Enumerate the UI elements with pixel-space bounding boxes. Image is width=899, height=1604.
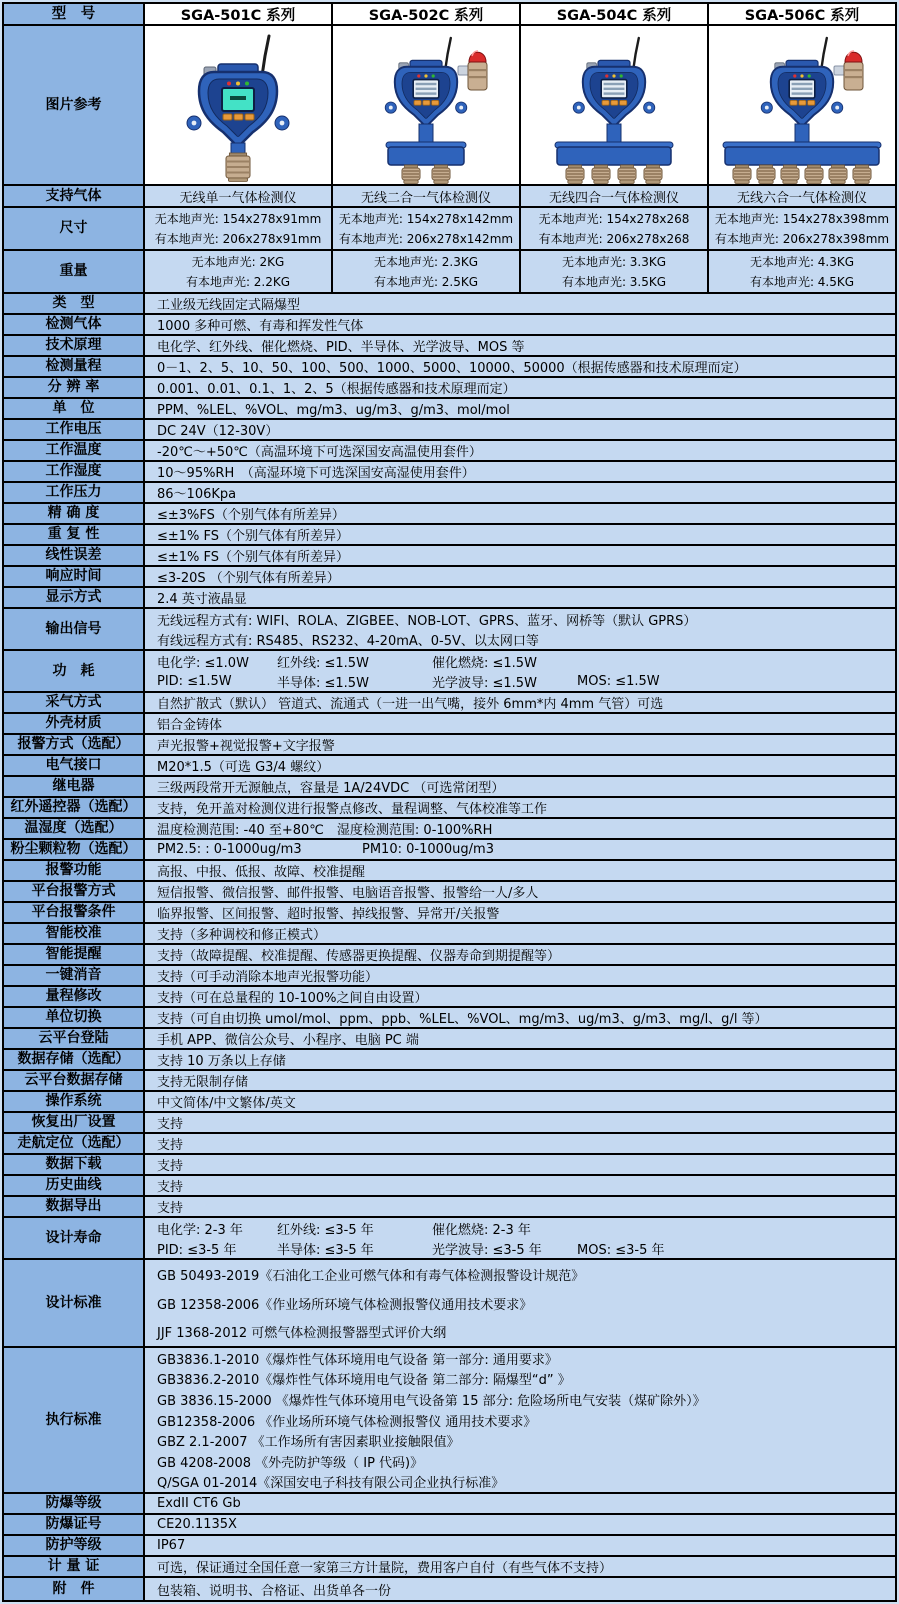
spec-value — [519, 251, 707, 292]
row-label: 功 耗 — [4, 651, 145, 691]
table-row — [4, 483, 895, 504]
spec-value — [519, 208, 707, 249]
table-row — [4, 420, 895, 441]
spec-value-segment: 半导体: ≤3-5 年 — [277, 1242, 374, 1258]
spec-value — [145, 251, 331, 292]
row-label: 单 位 — [4, 399, 145, 418]
row-label: 显示方式 — [4, 588, 145, 607]
table-row — [4, 336, 895, 357]
table-row — [4, 798, 895, 819]
table-row — [4, 357, 895, 378]
row-label: 历史曲线 — [4, 1176, 145, 1195]
spec-value: ≤±3%FS（个别气体有所差异） — [145, 504, 895, 523]
spec-value-line: 无本地声光: 154x278x142mm — [338, 212, 514, 227]
spec-value: 支持，免开盖对检测仪进行报警点修改、量程调整、气体校准等工作 — [145, 798, 895, 817]
spec-value — [145, 840, 895, 859]
row-label: 防爆等级 — [4, 1494, 145, 1513]
spec-value: PPM、%LEL、%VOL、mg/m3、ug/m3、g/m3、mol/mol — [145, 399, 895, 418]
spec-value: 2.4 英寸液晶显 — [145, 588, 895, 607]
spec-value: 中文简体/中文繁体/英文 — [145, 1092, 895, 1111]
spec-value-line: 无本地声光: 154x278x91mm — [154, 212, 322, 227]
spec-value: 支持（可自由切换 umol/mol、ppm、ppb、%LEL、%VOL、mg/m3、ug/m3、g/m3、mg/l、g/l 等） — [145, 1008, 895, 1027]
row-label: 执行标准 — [4, 1348, 145, 1492]
table-row — [4, 462, 895, 483]
spec-value: 自然扩散式（默认） 管道式、流通式（一进一出气嘴，接外 6mm*内 4mm 气管）可选 — [145, 693, 895, 712]
table-row — [4, 1155, 895, 1176]
spec-value-line: 无本地声光: 4.3KG — [749, 255, 855, 270]
row-label: 附 件 — [4, 1578, 145, 1600]
spec-value-segment: PID: ≤3-5 年 — [157, 1242, 237, 1258]
table-row — [4, 399, 895, 420]
spec-value-line: 无本地声光: 2.3KG — [373, 255, 479, 270]
spec-value-line: 无本地声光: 3.3KG — [561, 255, 667, 270]
spec-value-line: 有本地声光: 206x278x142mm — [338, 231, 514, 246]
table-row — [4, 504, 895, 525]
spec-value: ≤±1% FS（个别气体有所差异） — [145, 525, 895, 544]
row-label: 继电器 — [4, 777, 145, 796]
spec-value: 高报、中报、低报、故障、校准提醒 — [145, 861, 895, 880]
row-label: 设计标准 — [4, 1260, 145, 1346]
spec-value: 10～95%RH （高湿环境下可选深国安高湿使用套件） — [145, 462, 895, 481]
model-header-cell: SGA-502C 系列 — [331, 4, 519, 24]
product-image-sga-506c — [708, 26, 896, 184]
row-label: 量程修改 — [4, 987, 145, 1006]
spec-value: M20*1.5（可选 G3/4 螺纹） — [145, 756, 895, 775]
row-label: 防护等级 — [4, 1536, 145, 1555]
spec-value-segment: 光学波导: ≤1.5W — [432, 675, 537, 691]
row-label: 工作电压 — [4, 420, 145, 439]
table-row — [4, 251, 895, 294]
table-row — [4, 1515, 895, 1536]
spec-value-line: GB 12358-2006《作业场所环境气体检测报警仪通用技术要求》 — [157, 1297, 533, 1313]
row-label: 响应时间 — [4, 567, 145, 586]
spec-value-line: 有线远程方式有: RS485、RS232、4-20mA、0-5V、以太网口等 — [157, 633, 539, 649]
spec-value — [145, 609, 895, 649]
row-label: 报警功能 — [4, 861, 145, 880]
table-row — [4, 525, 895, 546]
table-row — [4, 861, 895, 882]
row-label: 线性误差 — [4, 546, 145, 565]
spec-value-line: GB 4208-2008 《外壳防护等级（ IP 代码)》 — [157, 1455, 424, 1471]
table-row — [4, 1113, 895, 1134]
spec-value-segment: PM10: 0-1000ug/m3 — [362, 842, 494, 857]
row-label: 防爆证号 — [4, 1515, 145, 1534]
spec-value-line: 有本地声光: 206x278x398mm — [714, 231, 890, 246]
row-label: 操作系统 — [4, 1092, 145, 1111]
table-row — [4, 903, 895, 924]
spec-value — [707, 208, 895, 249]
row-label: 图片参考 — [4, 26, 145, 184]
spec-value-line: 无本地声光: 154x278x398mm — [714, 212, 890, 227]
spec-value: 无线单一气体检测仪 — [145, 186, 331, 206]
row-label: 粉尘颗粒物（选配） — [4, 840, 145, 859]
spec-value-line: 无本地声光: 154x278x268 — [538, 212, 690, 227]
table-row — [4, 1557, 895, 1578]
spec-value-segment: 光学波导: ≤3-5 年 — [432, 1242, 542, 1258]
spec-value-segment: 催化燃烧: 2-3 年 — [432, 1222, 531, 1238]
table-row — [4, 1071, 895, 1092]
table-row — [4, 735, 895, 756]
table-row — [4, 1092, 895, 1113]
spec-value-segment: 电化学: 2-3 年 — [157, 1222, 243, 1238]
model-header-cell: SGA-504C 系列 — [519, 4, 707, 24]
product-image-cell — [707, 26, 895, 184]
table-row — [4, 546, 895, 567]
spec-value: 支持 — [145, 1113, 895, 1132]
table-row — [4, 294, 895, 315]
table-row — [4, 1348, 895, 1494]
spec-value-segment: MOS: ≤1.5W — [577, 673, 660, 689]
spec-value-segment: MOS: ≤3-5 年 — [577, 1242, 665, 1258]
row-label: 外壳材质 — [4, 714, 145, 733]
spec-value-line: 有本地声光: 206x278x91mm — [154, 231, 322, 246]
table-row — [4, 714, 895, 735]
table-row — [4, 588, 895, 609]
spec-value: CE20.1135X — [145, 1515, 895, 1534]
row-label: 走航定位（选配） — [4, 1134, 145, 1153]
row-label: 数据存储（选配） — [4, 1050, 145, 1069]
table-row — [4, 1218, 895, 1260]
spec-value-segment: PID: ≤1.5W — [157, 673, 232, 689]
spec-value: -20℃～+50℃（高温环境下可选深国安高温使用套件） — [145, 441, 895, 460]
table-row — [4, 966, 895, 987]
spec-value: IP67 — [145, 1536, 895, 1555]
spec-value: 无线四合一气体检测仪 — [519, 186, 707, 206]
row-label: 温湿度（选配） — [4, 819, 145, 838]
table-row — [4, 441, 895, 462]
spec-value: 1000 多种可燃、有毒和挥发性气体 — [145, 315, 895, 334]
spec-value-line — [145, 651, 895, 671]
table-row — [4, 882, 895, 903]
spec-value — [145, 651, 895, 691]
table-row — [4, 315, 895, 336]
row-label: 重量 — [4, 251, 145, 292]
spec-value: 声光报警+视觉报警+文字报警 — [145, 735, 895, 754]
row-label: 智能提醒 — [4, 945, 145, 964]
spec-value-line: GB 50493-2019《石油化工企业可燃气体和有毒气体检测报警设计规范》 — [157, 1268, 585, 1284]
spec-value: DC 24V（12-30V） — [145, 420, 895, 439]
row-label: 云平台数据存储 — [4, 1071, 145, 1090]
spec-value: 支持无限制存储 — [145, 1071, 895, 1090]
table-row — [4, 987, 895, 1008]
row-label: 工作温度 — [4, 441, 145, 460]
row-label: 云平台登陆 — [4, 1029, 145, 1048]
spec-value: 临界报警、区间报警、超时报警、掉线报警、异常开/关报警 — [145, 903, 895, 922]
row-label: 技术原理 — [4, 336, 145, 355]
table-row — [4, 378, 895, 399]
row-label: 尺寸 — [4, 208, 145, 249]
table-row — [4, 651, 895, 693]
table-row — [4, 924, 895, 945]
spec-value: 支持（故障提醒、校准提醒、传感器更换提醒、仪器寿命到期提醒等） — [145, 945, 895, 964]
spec-table — [2, 2, 897, 1602]
table-row — [4, 567, 895, 588]
spec-value-line — [145, 1218, 895, 1238]
spec-value-line: 无线远程方式有: WIFI、ROLA、ZIGBEE、NOB-LOT、GPRS、蓝牙、网桥等（默认 GPRS） — [157, 613, 697, 629]
row-label: 单位切换 — [4, 1008, 145, 1027]
spec-value: 手机 APP、微信公众号、小程序、电脑 PC 端 — [145, 1029, 895, 1048]
product-image-sga-504c — [520, 26, 708, 184]
row-label: 数据下载 — [4, 1155, 145, 1174]
model-header-cell: SGA-501C 系列 — [145, 4, 331, 24]
spec-value: 支持 10 万条以上存储 — [145, 1050, 895, 1069]
spec-value: 包装箱、说明书、合格证、出货单各一份 — [145, 1578, 895, 1600]
table-row — [4, 1536, 895, 1557]
row-label: 采气方式 — [4, 693, 145, 712]
row-label: 恢复出厂设置 — [4, 1113, 145, 1132]
spec-value: 工业级无线固定式隔爆型 — [145, 294, 895, 313]
spec-value: 支持（可在总量程的 10-100%之间自由设置） — [145, 987, 895, 1006]
row-label: 报警方式（选配） — [4, 735, 145, 754]
table-row — [4, 756, 895, 777]
row-label: 重 复 性 — [4, 525, 145, 544]
table-row — [4, 819, 895, 840]
table-row — [4, 4, 895, 26]
spec-value: 三级两段常开无源触点，容量是 1A/24VDC （可选常闭型） — [145, 777, 895, 796]
spec-value-line — [145, 840, 895, 859]
spec-value-line: GB 3836.15-2000 《爆炸性气体环境用电气设备第 15 部分: 危险场所电气安装（煤矿除外）》 — [157, 1393, 706, 1409]
row-label: 分 辨 率 — [4, 378, 145, 397]
spec-value-line: GB12358-2006 《作业场所环境气体检测报警仪 通用技术要求》 — [157, 1414, 537, 1430]
table-row — [4, 208, 895, 251]
spec-value — [331, 208, 519, 249]
table-row — [4, 1494, 895, 1515]
table-row — [4, 26, 895, 186]
spec-value-segment: 半导体: ≤1.5W — [277, 675, 369, 691]
spec-value-line: 有本地声光: 2.5KG — [373, 274, 479, 289]
spec-value-line: Q/SGA 01-2014《深国安电子科技有限公司企业执行标准》 — [157, 1476, 505, 1492]
spec-value: 铝合金铸体 — [145, 714, 895, 733]
spec-value-line: 有本地声光: 206x278x268 — [538, 231, 690, 246]
row-label: 平台报警方式 — [4, 882, 145, 901]
table-row — [4, 609, 895, 651]
spec-value-line: GB3836.2-2010《爆炸性气体环境用电气设备 第二部分: 隔爆型“d” 》 — [157, 1373, 571, 1389]
spec-value — [331, 251, 519, 292]
table-row — [4, 1008, 895, 1029]
spec-value: 支持 — [145, 1197, 895, 1216]
spec-value — [707, 251, 895, 292]
row-label: 工作压力 — [4, 483, 145, 502]
spec-value — [145, 208, 331, 249]
row-label: 类 型 — [4, 294, 145, 313]
row-label: 工作湿度 — [4, 462, 145, 481]
spec-value: 支持 — [145, 1134, 895, 1153]
row-label: 数据导出 — [4, 1197, 145, 1216]
row-label: 精 确 度 — [4, 504, 145, 523]
product-image-cell — [331, 26, 519, 184]
row-label: 平台报警条件 — [4, 903, 145, 922]
spec-value — [145, 1348, 895, 1492]
spec-value-segment: 红外线: ≤1.5W — [277, 655, 369, 671]
row-label: 检测气体 — [4, 315, 145, 334]
spec-value-line — [145, 671, 895, 691]
spec-value-line: 无本地声光: 2KG — [191, 255, 285, 270]
row-label: 红外遥控器（选配） — [4, 798, 145, 817]
row-label: 一键消音 — [4, 966, 145, 985]
model-header-cell: SGA-506C 系列 — [707, 4, 895, 24]
product-image-cell — [145, 26, 331, 184]
spec-value: ExdII CT6 Gb — [145, 1494, 895, 1513]
spec-value-line: 有本地声光: 2.2KG — [185, 274, 291, 289]
row-label: 支持气体 — [4, 186, 145, 206]
row-label: 智能校准 — [4, 924, 145, 943]
spec-value-line — [145, 1238, 895, 1258]
spec-value-segment: 电化学: ≤1.0W — [157, 655, 249, 671]
spec-value — [145, 1218, 895, 1258]
row-label: 型 号 — [4, 4, 145, 24]
spec-value: 支持（可手动消除本地声光报警功能） — [145, 966, 895, 985]
row-label: 计 量 证 — [4, 1557, 145, 1576]
table-row — [4, 1260, 895, 1348]
table-row — [4, 1134, 895, 1155]
table-row — [4, 1176, 895, 1197]
product-image-sga-501c — [144, 26, 332, 184]
spec-value: 支持 — [145, 1155, 895, 1174]
spec-value-line: JJF 1368-2012 可燃气体检测报警器型式评价大纲 — [157, 1326, 447, 1342]
row-label: 电气接口 — [4, 756, 145, 775]
table-row — [4, 777, 895, 798]
table-row — [4, 1197, 895, 1218]
spec-value-segment: 催化燃烧: ≤1.5W — [432, 655, 537, 671]
spec-value: ≤3-20S （个别气体有所差异） — [145, 567, 895, 586]
spec-value-line: 有本地声光: 4.5KG — [749, 274, 855, 289]
row-label: 设计寿命 — [4, 1218, 145, 1258]
product-image-sga-502c — [332, 26, 520, 184]
spec-value: 0－1、2、5、10、50、100、500、1000、5000、10000、50000（根据传感器和技术原理而定） — [145, 357, 895, 376]
table-row — [4, 1050, 895, 1071]
spec-value-line: 有本地声光: 3.5KG — [561, 274, 667, 289]
spec-value: 0.001、0.01、0.1、1、2、5（根据传感器和技术原理而定） — [145, 378, 895, 397]
table-row — [4, 945, 895, 966]
table-row — [4, 1578, 895, 1600]
table-row — [4, 186, 895, 208]
spec-value: 无线六合一气体检测仪 — [707, 186, 895, 206]
spec-value-line: GBZ 2.1-2007 《工作场所有害因素职业接触限值》 — [157, 1435, 460, 1451]
table-row — [4, 840, 895, 861]
spec-value: 86～106Kpa — [145, 483, 895, 502]
spec-value: 支持 — [145, 1176, 895, 1195]
row-label: 输出信号 — [4, 609, 145, 649]
table-row — [4, 1029, 895, 1050]
spec-value-line: GB3836.1-2010《爆炸性气体环境用电气设备 第一部分: 通用要求》 — [157, 1352, 558, 1368]
table-row — [4, 693, 895, 714]
spec-value: 无线二合一气体检测仪 — [331, 186, 519, 206]
product-image-cell — [519, 26, 707, 184]
spec-value: 可选，保证通过全国任意一家第三方计量院，费用客户自付（有些气体不支持） — [145, 1557, 895, 1576]
spec-value: 短信报警、微信报警、邮件报警、电脑语音报警、报警给一人/多人 — [145, 882, 895, 901]
spec-value — [145, 1260, 895, 1346]
spec-value-segment: 红外线: ≤3-5 年 — [277, 1222, 374, 1238]
spec-value-segment: PM2.5: : 0-1000ug/m3 — [157, 842, 302, 857]
spec-value: 支持（多种调校和修正模式） — [145, 924, 895, 943]
row-label: 检测量程 — [4, 357, 145, 376]
spec-value: 电化学、红外线、催化燃烧、PID、半导体、光学波导、MOS 等 — [145, 336, 895, 355]
spec-value: ≤±1% FS（个别气体有所差异） — [145, 546, 895, 565]
spec-value: 温度检测范围: -40 至+80℃ 湿度检测范围: 0-100%RH — [145, 819, 895, 838]
